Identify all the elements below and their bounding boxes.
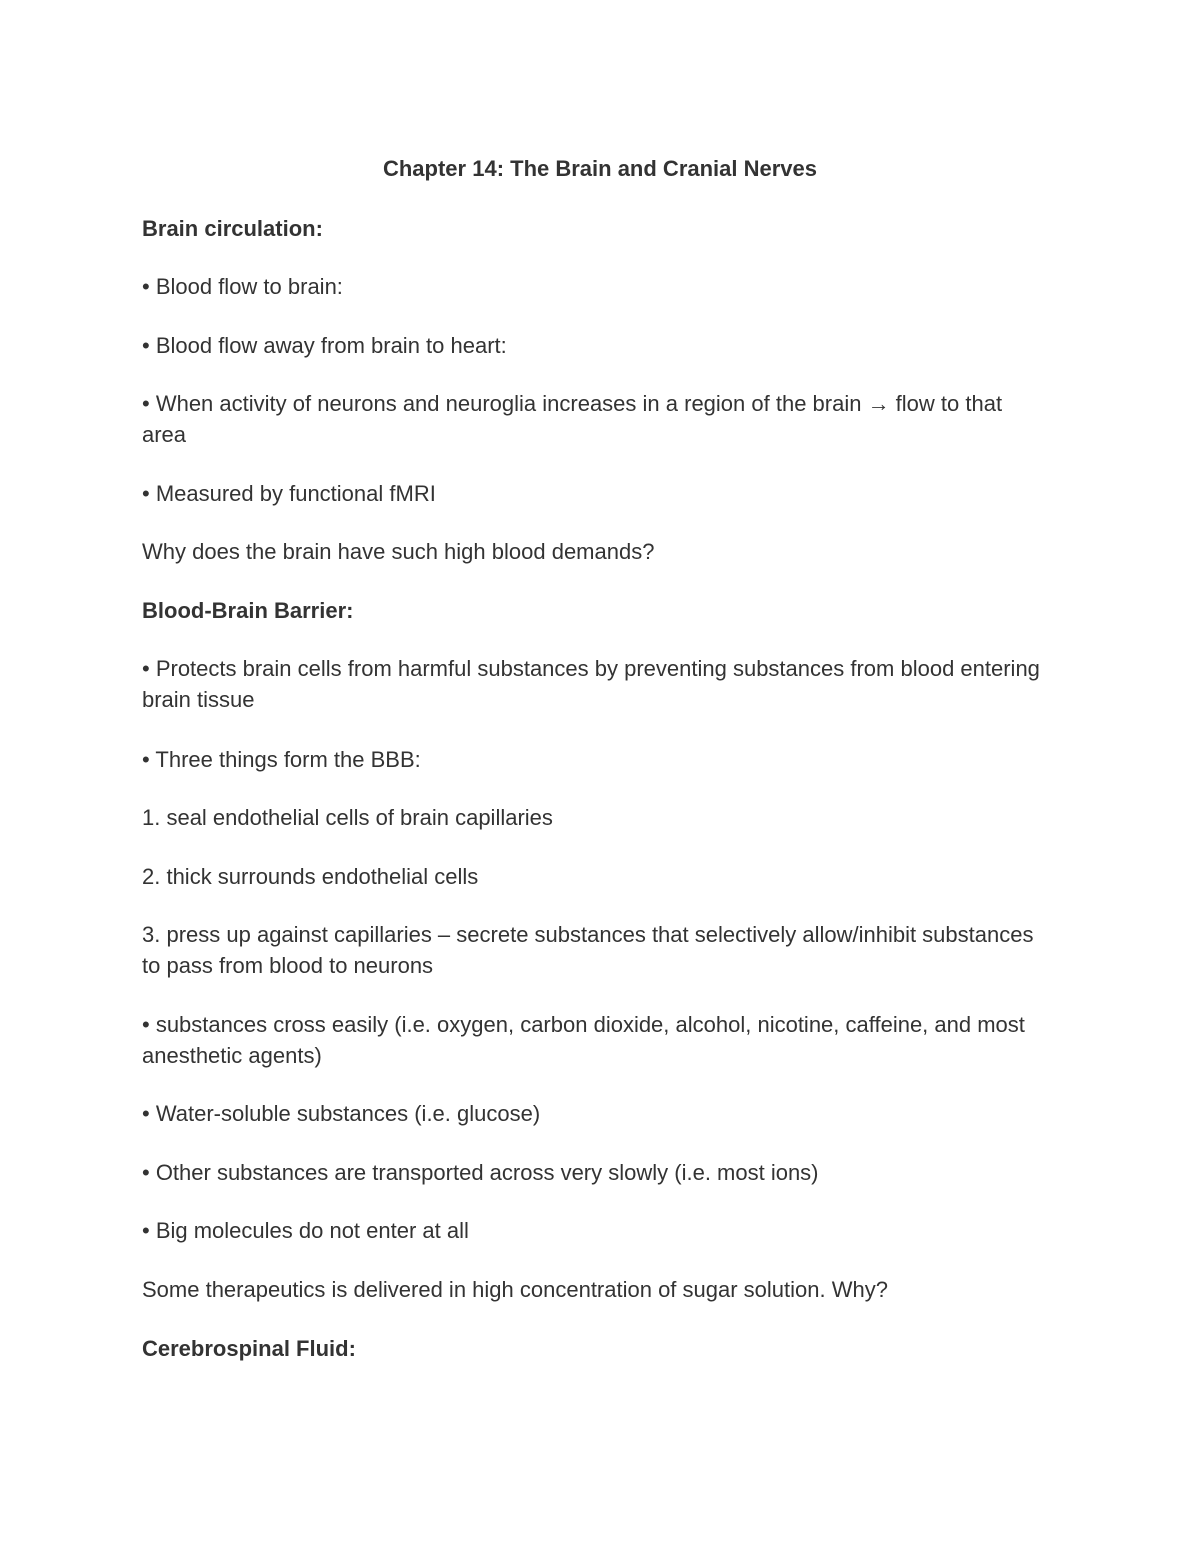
list-item: • Protects brain cells from harmful substances by preventing substances from blood entering brain tissue xyxy=(142,656,1040,712)
numbered-item: 2. thick surrounds endothelial cells xyxy=(142,864,479,889)
list-item: • When activity of neurons and neuroglia increases in a region of the brain → flow to that area xyxy=(142,391,1003,447)
list-item: • Three things form the BBB: xyxy=(142,747,421,772)
section-heading-blood-brain-barrier: Blood-Brain Barrier: xyxy=(142,598,354,623)
numbered-item: 3. press up against capillaries – secrete substances that selectively allow/inhibit substances to pass from blood to neurons xyxy=(142,922,1034,978)
list-item: • Blood flow to brain: xyxy=(142,274,343,299)
list-item: • Water-soluble substances (i.e. glucose) xyxy=(142,1101,541,1126)
page-title: Chapter 14: The Brain and Cranial Nerves xyxy=(382,156,818,181)
question-text: Why does the brain have such high blood demands? xyxy=(142,539,655,564)
list-item: • Other substances are transported across very slowly (i.e. most ions) xyxy=(142,1160,819,1185)
list-item: • Blood flow away from brain to heart: xyxy=(142,333,507,358)
question-text: Some therapeutics is delivered in high concentration of sugar solution. Why? xyxy=(142,1277,888,1302)
section-heading-brain-circulation: Brain circulation: xyxy=(142,216,323,241)
list-item: • substances cross easily (i.e. oxygen, carbon dioxide, alcohol, nicotine, caffeine, and most anesthetic agents) xyxy=(142,1012,1025,1068)
list-item: • Measured by functional fMRI xyxy=(142,481,436,506)
numbered-item: 1. seal endothelial cells of brain capillaries xyxy=(142,805,553,830)
list-item: • Big molecules do not enter at all xyxy=(142,1218,469,1243)
section-heading-cerebrospinal-fluid: Cerebrospinal Fluid: xyxy=(142,1336,356,1361)
